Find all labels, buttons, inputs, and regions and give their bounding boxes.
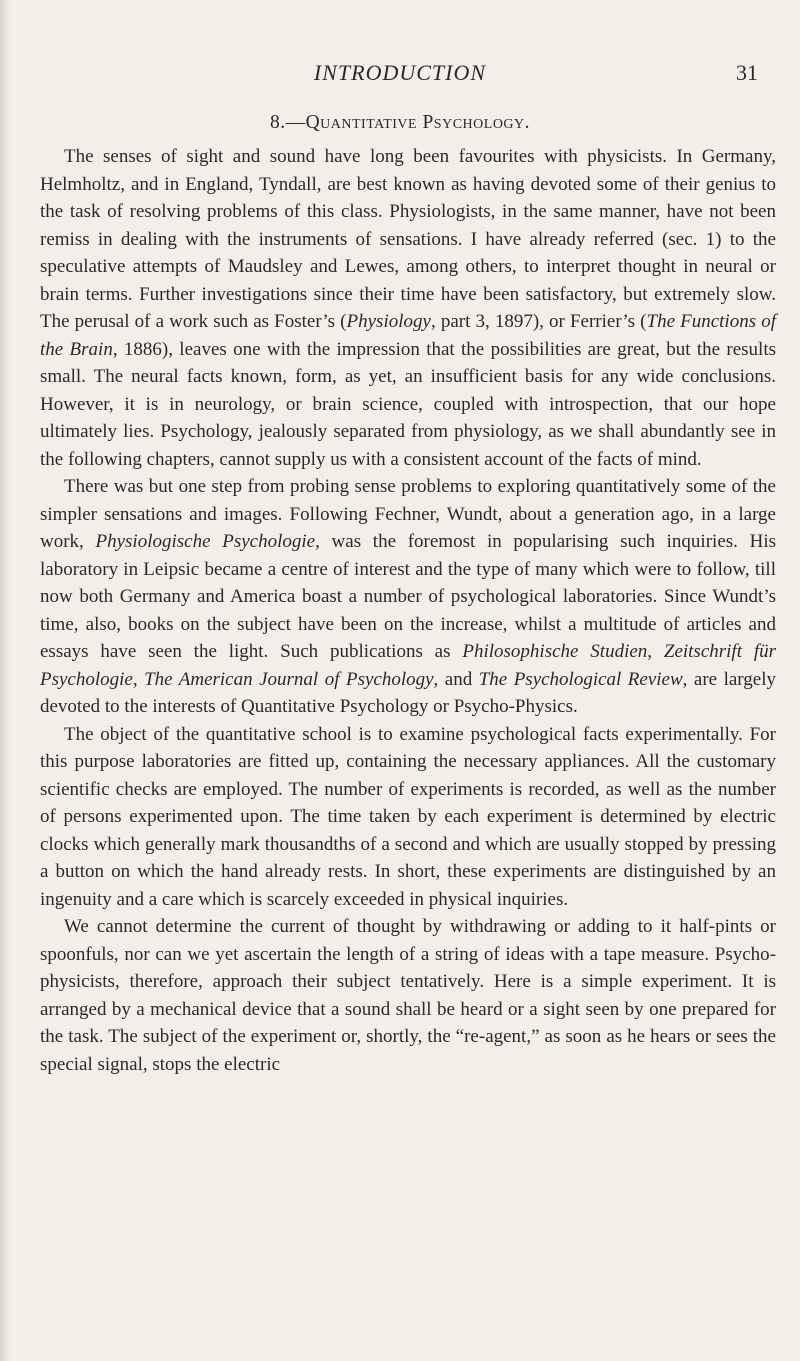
italic-title: Physiologische Psychologie xyxy=(95,531,316,552)
running-title: INTRODUCTION xyxy=(313,60,487,85)
text-run: The senses of sight and sound have long been favourites with physicists. In Germany, Helmholtz, and in England, Tyndall, are best known as having devoted some of their genius to the task of resolving problems of this class. Physiologists, in the same manner, have not been remiss in dealing with the instruments of sensations. I have already referred (sec. 1) to the speculative attempts of Maudsley and Lewes, among others, to interpret thought in neural or brain terms. Further investigations since their time have been satisfactory, but extremely slow. The perusal of a work such as Foster’s ( xyxy=(40,146,776,332)
text-run: , 1886), leaves one with the impression that the possibilities are great, but the results small. The neural facts known, form, as yet, an insufficient basis for any wide conclusions. However, it is in neurology, or brain science, coupled with introspection, that our hope ultimately lies. Psychology, jealously separated from physiology, as we shall abundantly see in the following chapters, cannot supply us with a consistent account of the facts of mind. xyxy=(40,338,776,470)
text-run: , xyxy=(647,641,664,662)
section-heading: 8.—Quantitative Psychology. xyxy=(269,112,531,133)
text-run: , was the foremost in popularising such inquiries. His laboratory in Leipsic became a centre of interest and the type of many which were to follow, till now both Germany and America boast a number of psychological laboratories. Since Wundt’s time, also, books on the subject have been on the increase, whilst a multitude of articles and essays have seen the light. Such publications as xyxy=(40,531,776,662)
body-text xyxy=(40,143,776,1078)
page-gutter-shadow xyxy=(0,0,10,1361)
italic-title: The American Journal of Psychology xyxy=(144,668,434,690)
text-run: We cannot determine the current of thought by withdrawing or adding to it half-pints or spoonfuls, nor can we yet ascertain the length of a string of ideas with a tape measure. Psycho-physicists, therefore, approach their subject tentatively. Here is a simple experiment. It is arranged by a mechanical device that a sound shall be heard or a sight seen by one prepared for the task. The subject of the experiment or, shortly, the “re-agent,” as soon as he hears or sees the special signal, stops the electric xyxy=(40,916,776,1075)
italic-title: Zeitschrift für Psychologie xyxy=(40,641,776,690)
text-run: , part 3, 1897), or Ferrier’s ( xyxy=(430,311,647,332)
italic-title: Physiology xyxy=(346,311,431,332)
running-head xyxy=(0,60,800,90)
paragraph xyxy=(40,721,776,914)
italic-title: The Functions of the Brain xyxy=(40,311,777,360)
text-run: There was but one step from probing sense problems to exploring quantitatively some of the simpler sensations and images. Following Fechner, Wundt, about a generation ago, in a large work, xyxy=(40,476,776,552)
paragraph xyxy=(40,913,776,1078)
paragraph xyxy=(40,143,776,473)
italic-title: The Psychological Review xyxy=(478,668,683,690)
paragraph xyxy=(40,473,776,721)
italic-title: Philosophische Studien xyxy=(462,641,648,662)
page-number: 31 xyxy=(736,60,758,85)
text-run: , and xyxy=(433,668,479,690)
text-run: The object of the quantitative school is to examine psychological facts experimentally. For this purpose laboratories are fitted up, containing the necessary appliances. All the customary scientific checks are employed. The number of experiments is recorded, as well as the number of persons experimented upon. The time taken by each experiment is determined by electric clocks which generally mark thousandths of a second and which are usually stopped by pressing a button on which the hand already rests. In short, these experiments are distinguished by an ingenuity and a care which is scarcely exceeded in physical inquiries. xyxy=(40,723,776,910)
text-run: , are largely devoted to the interests of Quantitative Psychology or Psycho-Physics. xyxy=(40,668,776,717)
text-run: , xyxy=(132,668,145,690)
